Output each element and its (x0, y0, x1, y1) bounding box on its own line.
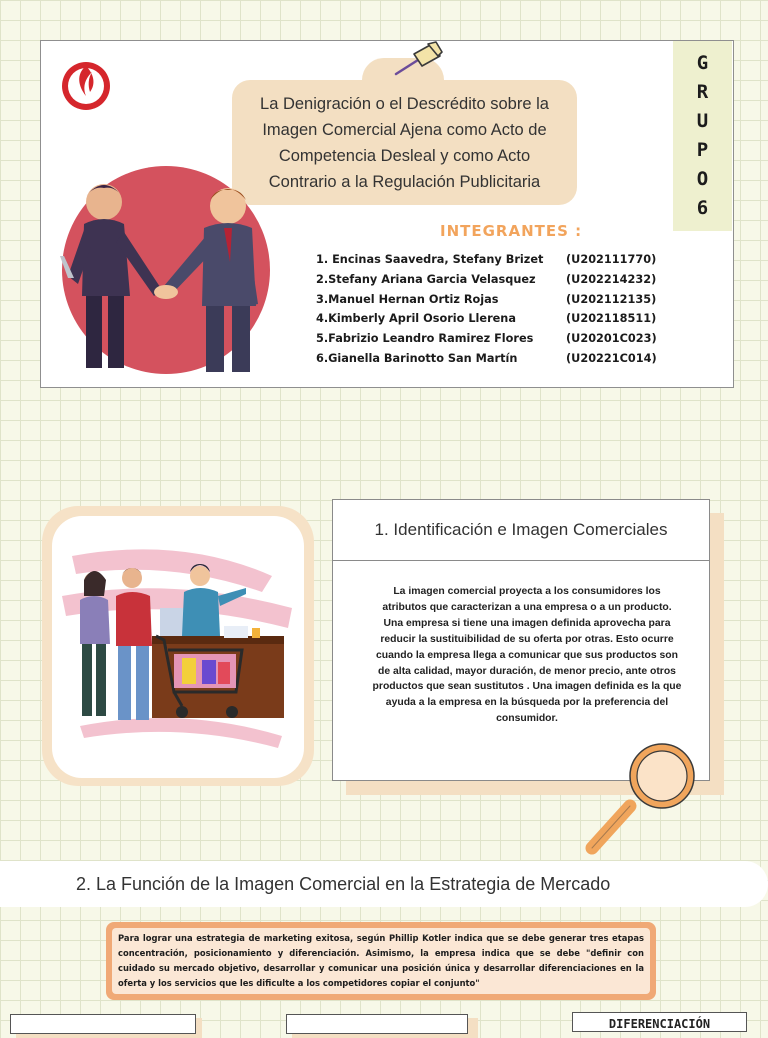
member-code: (U202118511) (566, 312, 657, 326)
bottom-tab (286, 1014, 468, 1034)
group-letter: P (696, 139, 709, 161)
list-item (316, 270, 676, 290)
member-code: (U202111770) (566, 253, 657, 266)
member-name: 2.Stefany Ariana Garcia Velasquez (316, 272, 536, 286)
pushpin-icon (392, 40, 446, 78)
section2-header (0, 861, 768, 907)
quote-inner (112, 928, 650, 994)
member-name: 5.Fabrizio Leandro Ramirez Flores (316, 332, 534, 346)
member-code: (U202112135) (566, 292, 657, 306)
integrantes-heading: INTEGRANTES : (440, 222, 583, 240)
group-letter: R (696, 81, 709, 103)
group-tab (673, 41, 732, 231)
list-item (316, 250, 676, 270)
list-item (316, 309, 676, 329)
handshake-illustration (54, 166, 276, 380)
list-item (316, 329, 676, 349)
page-title: La Denigración o el Descrédito sobre la Imagen Comercial Ajena como Acto de Competencia Desleal y como Acto Contrario a la Regulación Publicitaria (260, 94, 549, 191)
list-item (316, 349, 676, 369)
bottom-tab (10, 1014, 196, 1034)
section2-title: 2. La Función de la Imagen Comercial en la Estrategia de Mercado (76, 873, 611, 894)
member-name: 6.Gianella Barinotto San Martín (316, 351, 518, 365)
member-name: 1. Encinas Saavedra, Stefany Brizet (316, 253, 544, 266)
list-item (316, 290, 676, 310)
member-name: 4.Kimberly April Osorio Llerena (316, 312, 516, 326)
title-bubble (232, 80, 577, 205)
member-code: (U202214232) (566, 272, 657, 286)
member-code: (U20221C014) (566, 351, 657, 365)
member-name: 3.Manuel Hernan Ortiz Rojas (316, 292, 499, 306)
group-letter: U (696, 110, 709, 132)
magnifier-icon (578, 742, 702, 862)
section1-title: 1. Identificación e Imagen Comerciales (332, 499, 710, 561)
illustration-panel (52, 516, 304, 778)
group-letter: O (696, 168, 709, 190)
group-letter: 6 (696, 197, 709, 219)
university-logo-icon (58, 56, 114, 112)
section1-body: La imagen comercial proyecta a los consumidores los atributos que caracterizan a una empresa o a un producto. Una empresa si tiene una imagen definida aprovecha para reducir la sustituibilidad de su oferta por otras. Esto ocurre cuando la empresa llega a comunicar que sus productos son de alta calidad, mayor duración, de menor precio, ante otros productos que sean sustitutos . Una imagen definida es la que ayuda a la empresa en la búsqueda por la preferencia del consumidor. (372, 586, 682, 725)
quote-text: Para lograr una estrategia de marketing exitosa, según Phillip Kotler indica que se debe generar tres etapas concentración, posicionamiento y diferenciación. Asimismo, la empresa indica que se debe "definir con cuidado su mercado objetivo, desarrollar y comunicar una posición única y desarrollar diferenciaciones en la oferta y los servicios que les dificulte a los competidores copiar el conjunto" (118, 933, 644, 988)
group-letter: G (696, 52, 709, 74)
members-list (316, 250, 676, 369)
member-code: (U20201C023) (566, 332, 657, 346)
shopping-illustration (52, 516, 304, 778)
bottom-tab-label: DIFERENCIACIÓN (572, 1012, 747, 1032)
